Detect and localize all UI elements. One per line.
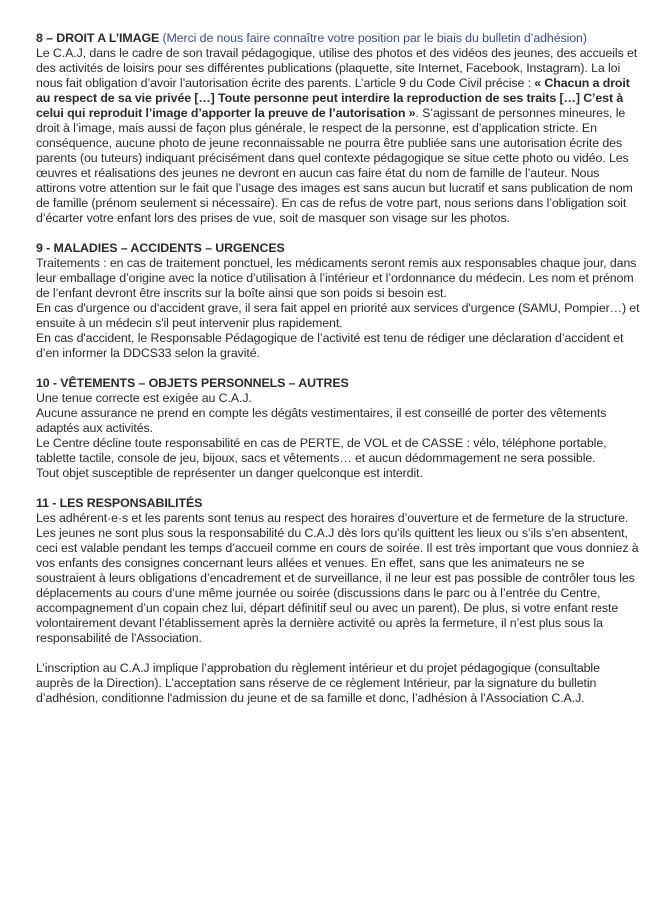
paragraph-tenue: Une tenue correcte est exigée au C.A.J.: [36, 391, 252, 405]
paragraph-spacer: [36, 646, 640, 661]
paragraph-inscription: L’inscription au C.A.J implique l’approbation du règlement intérieur et du projet pédagogique (consultable auprès de la Direction). L’acceptation sans réserve de ce règlement Intérieur, par la signature du bulletin d’adhésion, conditionne l'admission du jeune et de sa famille et donc, l’adhésion à l’Association C.A.J.: [36, 661, 600, 705]
paragraph-danger: Tout objet susceptible de représenter un danger quelconque est interdit.: [36, 466, 423, 480]
section-title-10: 10 - VÊTEMENTS – OBJETS PERSONNELS – AUTRES: [36, 376, 349, 390]
paragraph-horaires: Les adhérent·e·s et les parents sont tenus au respect des horaires d’ouverture et de fermeture de la structure. Les jeunes ne sont plus sous la responsabilité du C.A.J dès lors qu’ils quittent les lieux ou s’ils s’en absentent, ceci est valable pendant les temps d’accueil comme en cours de soirée. Il est très important que vous donniez à vos enfants des consignes concernant leurs allées et venues. En effet, sans que les animateurs ne se soustraient à leurs obligations d’encadrement et de surveillance, il ne leur est pas possible de contrôler tous les déplacements au cours d’une même journée ou soirée (discussions dans le parc ou à l’entrée du Centre, accompagnement d’un copain chez lui, départ définitif seul ou avec un parent). De plus, si votre enfant reste volontairement devant l’établissement après la dernière activité ou après la fermeture, il n’est plus sous la responsabilité de l'Association.: [36, 511, 639, 645]
section-title-9: 9 - MALADIES – ACCIDENTS – URGENCES: [36, 241, 285, 255]
paragraph-text: Le C.A.J, dans le cadre de son travail pédagogique, utilise des photos et des vidéos des jeunes, des accueils et des activités de loisirs pour ses différentes publications (plaquette, site Internet, Facebook, Instagram). La loi nous fait obligation d’avoir l’autorisation écrite des parents. L’article 9 du Code Civil précise :: [36, 46, 638, 90]
paragraph-perte-vol: Le Centre décline toute responsabilité en cas de PERTE, de VOL et de CASSE : vélo, téléphone portable, tablette tactile, console de jeu, bijoux, sacs et vêtements… et aucun dédommagement ne sera possible.: [36, 436, 607, 465]
paragraph-traitements: Traitements : en cas de traitement ponctuel, les médicaments seront remis aux responsables chaque jour, dans leur emballage d’origine avec la notice d’utilisation à l’intérieur et l’ordonnance du médecin. Les nom et prénom de l’enfant devront être inscrits sur la boîte ainsi que son poids si besoin est.: [36, 256, 637, 300]
paragraph-accident: En cas d'accident, le Responsable Pédagogique de l’activité est tenu de rédiger une déclaration d’accident et d’en informer la DDCS33 selon la gravité.: [36, 331, 624, 360]
section-responsabilites: [36, 496, 640, 706]
paragraph-urgence: En cas d'urgence ou d'accident grave, il sera fait appel en priorité aux services d'urgence (SAMU, Pompier…) et ensuite à un médecin s'il peut intervenir plus rapidement.: [36, 301, 640, 330]
paragraph-assurance: Aucune assurance ne prend en compte les dégâts vestimentaires, il est conseillé de porter des vêtements adaptés aux activités.: [36, 406, 607, 435]
section-note-8: (Merci de nous faire connaître votre position par le biais du bulletin d’adhésion): [162, 31, 587, 45]
paragraph-text: . S’agissant de personnes mineures, le droit à l’image, mais aussi de façon plus générale, le respect de la personne, est d’application stricte. En conséquence, aucune photo de jeune reconnaissable ne pourra être publiée sans une autorisation écrite des parents (ou tuteurs) indiquant précisément dans quel contexte pédagogique se situe cette photo ou vidéo. Les œuvres et réalisations des jeunes ne devront en aucun cas faire état du nom de famille de l’auteur. Nous attirons votre attention sur le fait que l’usage des images est sans aucun but lucratif et sans publication de nom de famille (prénom seulement si nécessaire). En cas de refus de votre part, nous serions dans l’obligation soit d’écarter votre enfant lors des prises de vue, soit de masquer son visage sur les photos.: [36, 106, 633, 225]
civil-code-quote: « Chacun a droit au respect de sa vie privée […] Toute personne peut interdire la reproduction de ses traits […] C’est à celui qui reproduit l’image d’apporter la preuve de l’autorisation »: [36, 76, 630, 120]
section-maladies: [36, 241, 640, 361]
document-page: [36, 31, 640, 721]
section-title-8: 8 – DROIT A L’IMAGE: [36, 31, 160, 45]
paragraph-droit-image: [36, 46, 640, 226]
section-vetements: [36, 376, 640, 481]
section-title-11: 11 - LES RESPONSABILITÉS: [36, 496, 203, 510]
section-heading-8: [36, 31, 640, 46]
section-droit-image: [36, 31, 640, 226]
